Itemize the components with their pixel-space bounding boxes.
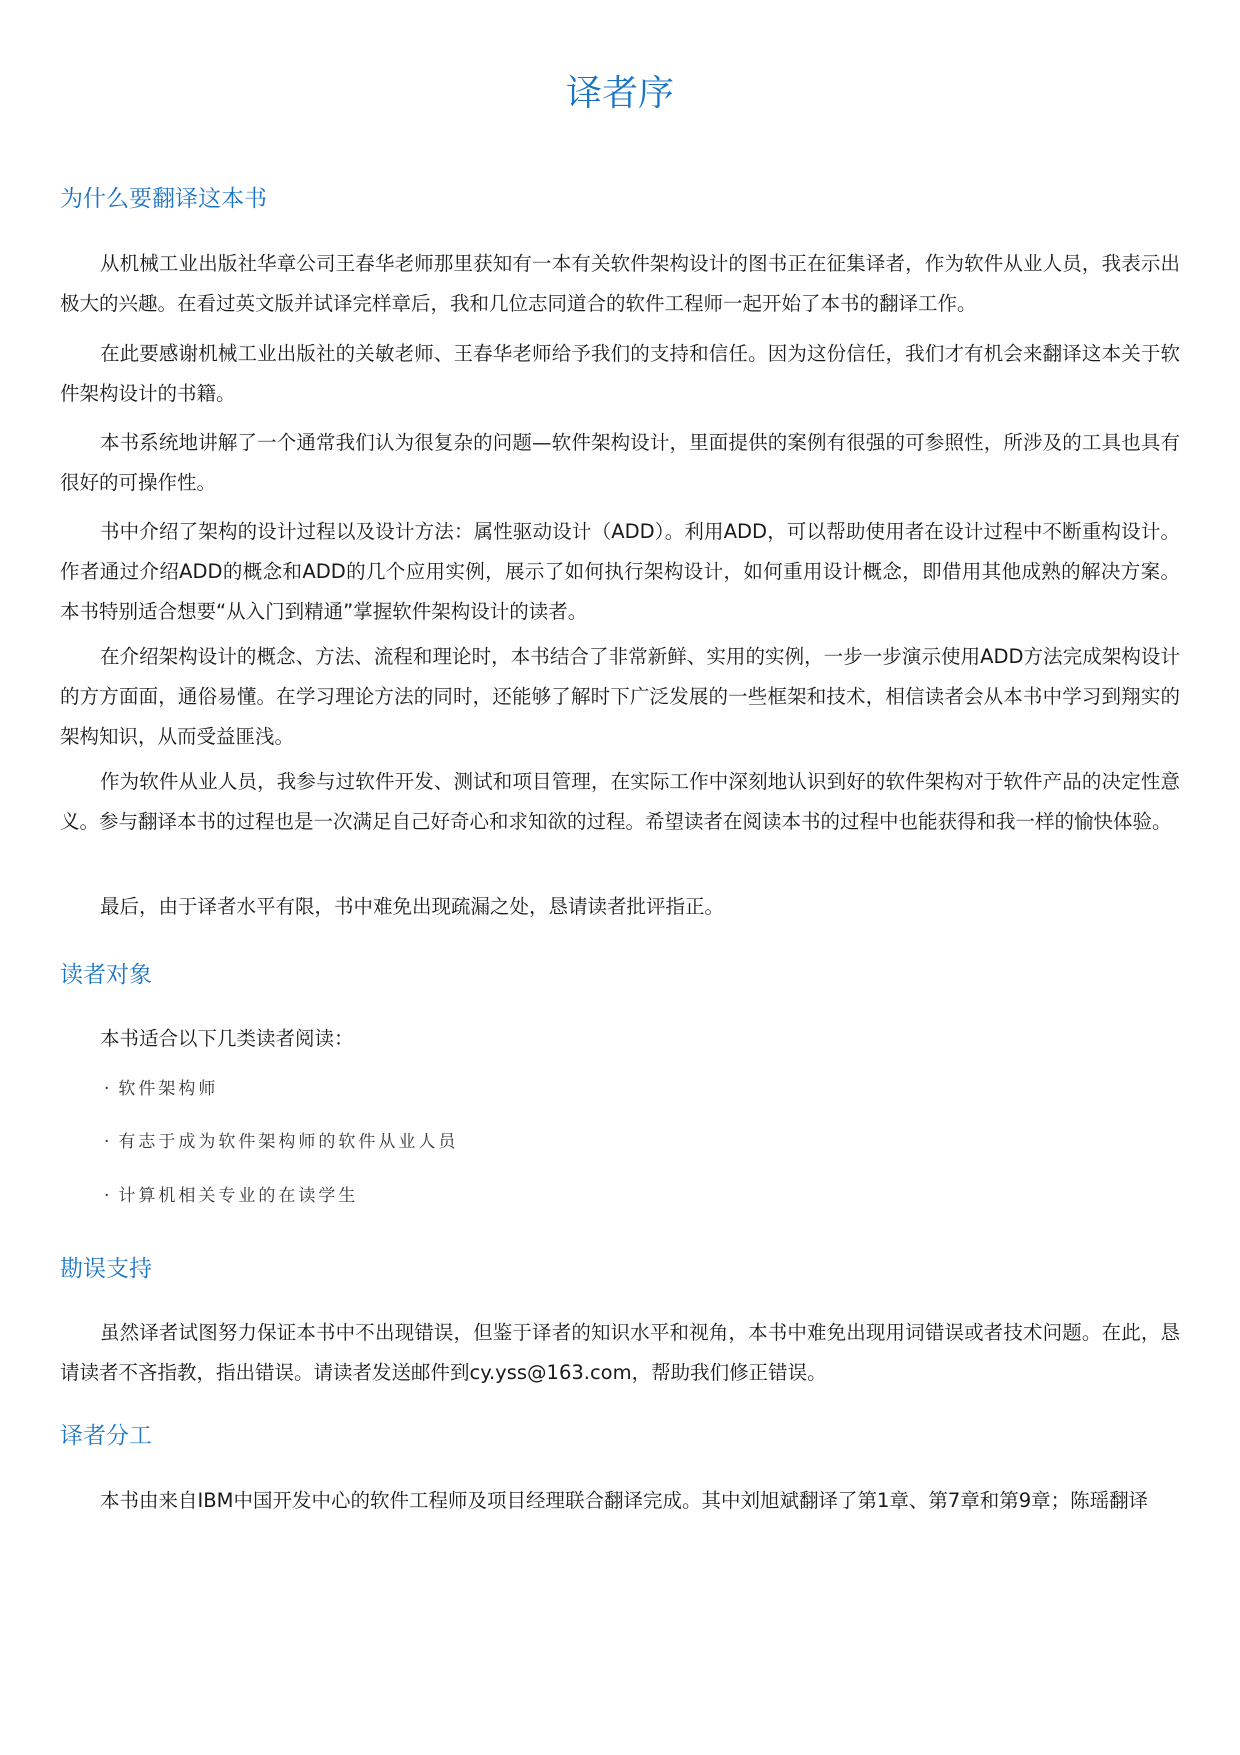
paragraph: 在介绍架构设计的概念、方法、流程和理论时，本书结合了非常新鲜、实用的实例，一步一步演示使用ADD方法完成架构设计的方方面面，通俗易懂。在学习理论方法的同时，还能够了解时下广泛发展的一些框架和技术，相信读者会从本书中学习到翔实的架构知识，从而受益匪浅。	[60, 645, 1180, 748]
bullet-icon: ·	[104, 1079, 113, 1099]
errata-paragraph: 虽然译者试图努力保证本书中不出现错误，但鉴于译者的知识水平和视角，本书中难免出现用词错误或者技术问题。在此，恳请读者不吝指教，指出错误。请读者发送邮件到cy.yss@163.com，帮助我们修正错误。	[60, 1321, 1180, 1384]
audience-intro: 本书适合以下几类读者阅读：	[100, 1027, 354, 1050]
paragraph: 书中介绍了架构的设计过程以及设计方法：属性驱动设计（ADD）。利用ADD，可以帮助使用者在设计过程中不断重构设计。作者通过介绍ADD的概念和ADD的几个应用实例，展示了如何执行架构设计，如何重用设计概念，即借用其他成熟的解决方案。本书特别适合想要“从入门到精通”掌握软件架构设计的读者。	[60, 520, 1180, 623]
list-item: · 软件架构师	[104, 1074, 218, 1104]
paragraph: 在此要感谢机械工业出版社的关敏老师、王春华老师给予我们的支持和信任。因为这份信任，我们才有机会来翻译这本关于软件架构设计的书籍。	[60, 342, 1180, 405]
list-item: · 有志于成为软件架构师的软件从业人员	[104, 1127, 458, 1157]
heading-audience: 读者对象	[60, 962, 152, 988]
page-title: 译者序	[565, 73, 674, 114]
paragraph: 从机械工业出版社华章公司王春华老师那里获知有一本有关软件架构设计的图书正在征集译者，作为软件从业人员，我表示出极大的兴趣。在看过英文版并试译完样章后，我和几位志同道合的软件工程师一起开始了本书的翻译工作。	[60, 252, 1180, 315]
paragraph: 作为软件从业人员，我参与过软件开发、测试和项目管理，在实际工作中深刻地认识到好的软件架构对于软件产品的决定性意义。参与翻译本书的过程也是一次满足自己好奇心和求知欲的过程。希望读者在阅读本书的过程中也能获得和我一样的愉快体验。	[60, 770, 1180, 833]
heading-errata: 勘误支持	[60, 1256, 152, 1282]
bullet-icon: ·	[104, 1186, 113, 1206]
paragraph: 最后，由于译者水平有限，书中难免出现疏漏之处，恳请读者批评指正。	[100, 895, 725, 918]
list-item: · 计算机相关专业的在读学生	[104, 1181, 358, 1211]
division-paragraph: 本书由来自IBM中国开发中心的软件工程师及项目经理联合翻译完成。其中刘旭斌翻译了第1章、第7章和第9章；陈瑶翻译	[100, 1489, 1149, 1512]
bullet-icon: ·	[104, 1132, 113, 1152]
heading-why-translate: 为什么要翻译这本书	[60, 186, 267, 212]
heading-translator-division: 译者分工	[60, 1423, 152, 1449]
paragraph: 本书系统地讲解了一个通常我们认为很复杂的问题—软件架构设计，里面提供的案例有很强的可参照性，所涉及的工具也具有很好的可操作性。	[60, 431, 1180, 494]
